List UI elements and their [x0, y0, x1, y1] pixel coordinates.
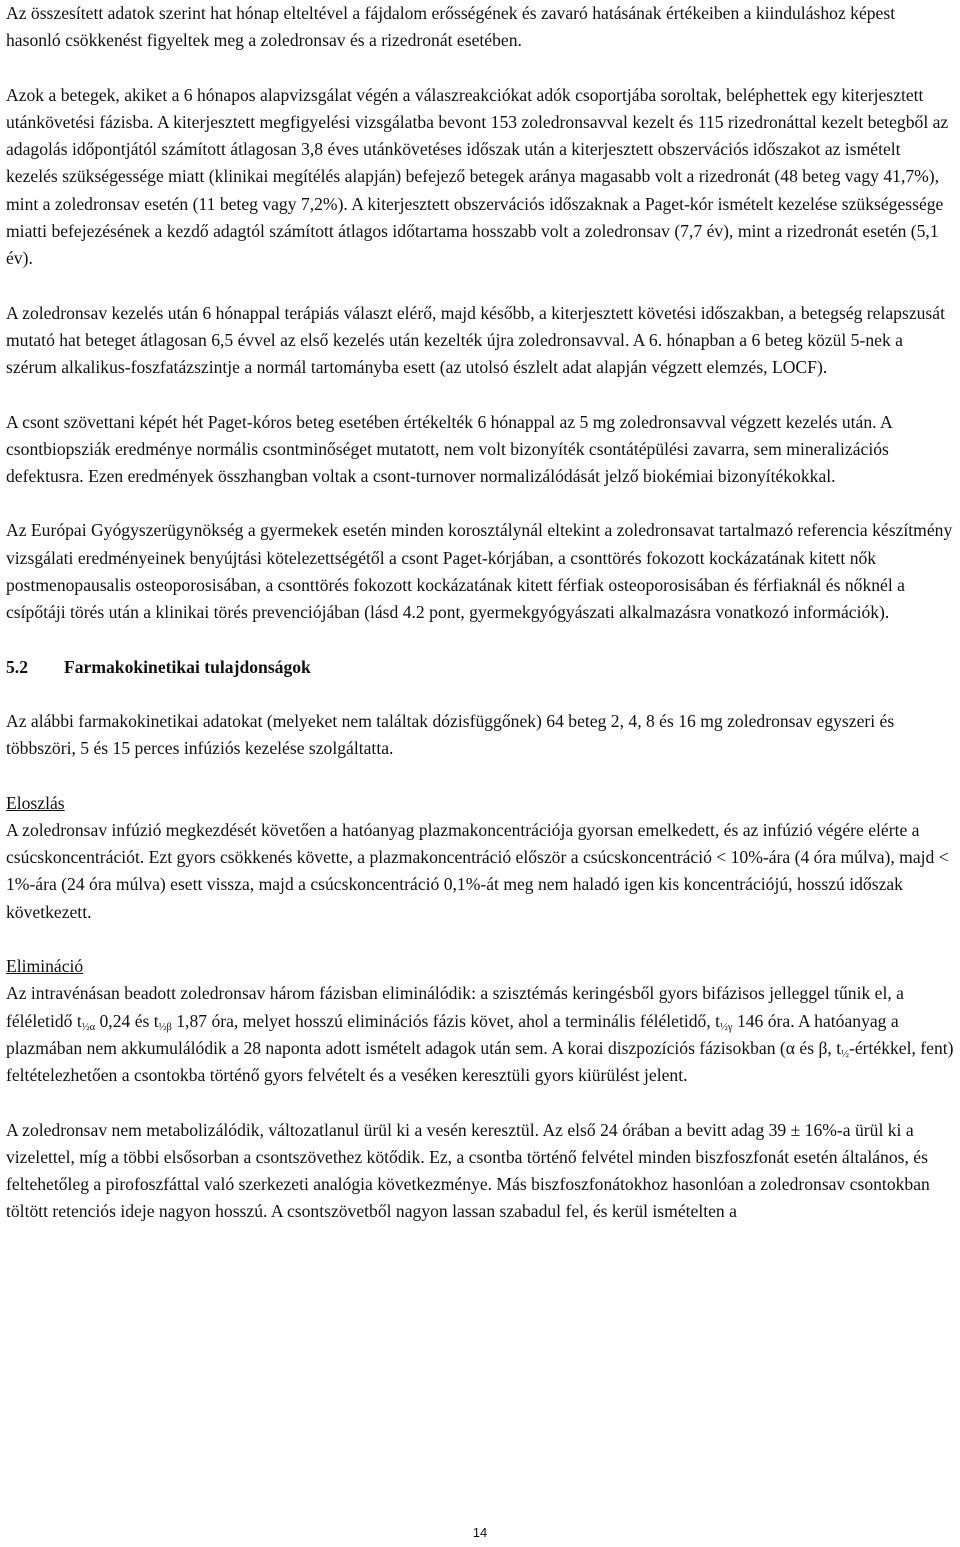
subheading-eloszlas: Eloszlás: [6, 792, 65, 813]
elim-sub-3: ½γ: [720, 1021, 733, 1033]
paragraph-pk-intro: Az alábbi farmakokinetikai adatokat (melyeket nem találtak dózisfüggőnek) 64 beteg 2, 4, 8 és 16 mg zoledronsav egyszeri és többszöri, 5 és 15 perces infúziós kezelése szolgáltatta.: [6, 710, 895, 759]
elim-text-3: 1,87 óra, melyet hosszú eliminációs fázis követ, ahol a terminális féléletidő, t: [171, 1010, 721, 1031]
elim-sub-4: ½: [841, 1048, 849, 1060]
paragraph-ema-waiver: Az Európai Gyógyszerügynökség a gyermekek esetén minden korosztálynál eltekint a zoledronsavat tartalmazó referencia készítmény vizsgálati eredményeinek benyújtási kötelezettségétől a csont Paget-kórjában, a csonttörés fokozott kockázatának kitett nők postmenopausalis osteoporosisában, a csonttörés fokozott kockázatának kitett férfiak osteoporosisában és férfiaknál és nőknél a csípőtáji törés után a klinikai törés prevenciójában (lásd 4.2 pont, gyermekgyógyászati alkalmazásra vonatkozó információk).: [6, 520, 953, 623]
section-heading: [6, 654, 954, 681]
elim-text-1: Az intravénásan beadott zoledronsav három fázisban eliminálódik: a szisztémás keringésből gyors bifázisos jelleggel tűnik el, a féléletidő t: [6, 983, 904, 1031]
paragraph-pain-results: Az összesített adatok szerint hat hónap elteltével a fájdalom erősségének és zavaró hatásának értékeiben a kiinduláshoz képest hasonló csökkenést figyeltek meg a zoledronsav és a rizedronát esetében.: [6, 3, 896, 51]
elim-text-5: -értékkel, fent) feltételezhetően a csontokba történő gyors felvételt és a veséken keresztüli gyors kiürülést jelent.: [6, 1037, 954, 1086]
elim-text-2: 0,24 és t: [95, 1010, 159, 1031]
paragraph-metabolism: A zoledronsav nem metabolizálódik, változatlanul ürül ki a vesén keresztül. Az első 24 órában a bevitt adag 39 ± 16%-a ürül ki a vizelettel, míg a többi elsősorban a csontszövethez kötődik. Ez, a csontba történő felvétel minden biszfoszfonát esetén általános, és feltehetőleg a pirofoszfáttal való szerkezeti analógia következménye. Más biszfoszfonátokhoz hasonlóan a zoledronsav csontokban töltött retenciós ideje nagyon hosszú. A csontszövetből nagyon lassan szabadul fel, és kerül ismételten a: [6, 1119, 930, 1222]
section-title: Farmakokinetikai tulajdonságok: [64, 656, 311, 677]
paragraph-extended-followup: Azok a betegek, akiket a 6 hónapos alapvizsgálat végén a válaszreakciókat adók csoportjába soroltak, beléphettek egy kiterjesztett utánkövetési fázisba. A kiterjesztett megfigyelési vizsgálatba bevont 153 zoledronsavval kezelt és 115 rizedronáttal kezelt betegből az adagolás időpontjától számított átlagosan 3,8 éves utánkövetéses időszak után a kiterjesztett obszervációs időszakot az ismételt kezelés szükségessége miatt (klinikai megítélés alapján) befejező betegek aránya magasabb volt a rizedronát (48 beteg vagy 41,7%), mint a zoledronsav esetén (11 beteg vagy 7,2%). A kiterjesztett obszervációs időszaknak a Paget-kór ismételt kezelése szükségessége miatti befejezésének a kezdő adagtól számított átlagos időtartama hosszabb volt a zoledronsav (7,7 év), mint a rizedronát esetén (5,1 év).: [6, 84, 949, 269]
paragraph-retreatment: A zoledronsav kezelés után 6 hónappal terápiás választ elérő, majd később, a kiterjesztett követési időszakban, a betegség relapszusát mutató hat beteget átlagosan 6,5 évvel az első kezelés után kezelték újra zoledronsavval. A 6. hónapban a 6 beteg közül 5-nek a szérum alkalikus-foszfatázszintje a normál tartományba esett (az utolsó észlelt adat alapján végzett elemzés, LOCF).: [6, 302, 945, 378]
section-number: 5.2: [6, 656, 28, 677]
paragraph-eloszlas: A zoledronsav infúzió megkezdését követően a hatóanyag plazmakoncentrációja gyorsan emelkedett, és az infúzió végére elérte a csúcskoncentrációt. Ezt gyors csökkenés követte, a plazmakoncentráció először a csúcskoncentráció < 10%-ára (4 óra múlva), majd < 1%-ára (24 óra múlva) esett vissza, majd a csúcskoncentráció 0,1%-át meg nem haladó igen kis koncentrációjú, hosszú időszak következett.: [6, 819, 949, 922]
elim-sub-1: ½α: [81, 1021, 96, 1033]
page-number: 14: [472, 1525, 488, 1540]
elim-sub-2: ½β: [158, 1021, 172, 1033]
subheading-eliminacio: Elimináció: [6, 956, 84, 977]
paragraph-bone-histology: A csont szövettani képét hét Paget-kóros beteg esetében értékelték 6 hónappal az 5 mg zoledronsavval végzett kezelés után. A csontbiopsziák eredménye normális csontminőséget mutatott, nem volt bizonyíték csontátépülési zavarra, sem mineralizációs defektusra. Ezen eredmények összhangban voltak a csont-turnover normalizálódását jelző biokémiai bizonyítékokkal.: [6, 411, 892, 487]
elim-text-4: 146 óra. A hatóanyag a plazmában nem akkumulálódik a 28 naponta adott ismételt adagok után sem. A korai diszpozíciós fázisokban (α és β, t: [6, 1010, 899, 1058]
paragraph-eliminacio: [6, 980, 954, 1089]
